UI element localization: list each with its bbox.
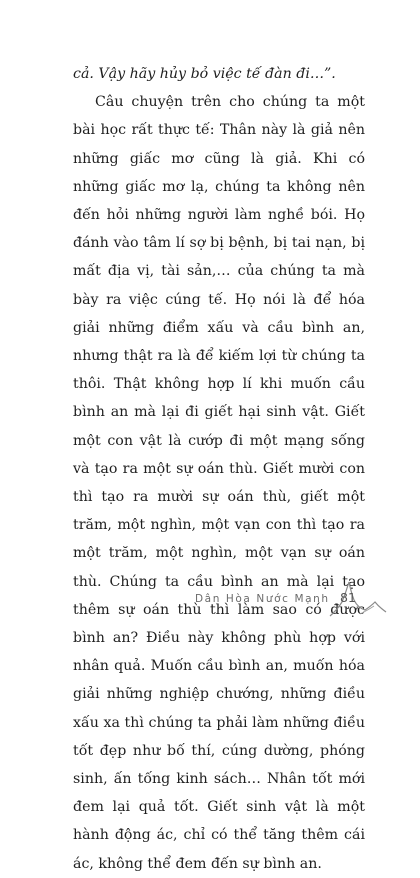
main-paragraph: Câu chuyện trên cho chúng ta một bài học rất thực tế: Thân này là giả nên những giấc mơ cũng là giả. Khi có những giấc mơ lạ, chúng ta không nên đến hỏi những người làm nghề bói. Họ đánh vào tâm lí sợ bị bệnh, bị tai nạn, bị mất địa vị, tài sản,… của chúng ta mà bày ra việc cúng tế. Họ nói là để hóa giải những điểm xấu và cầu bình an, nhưng thật ra là để kiếm lợi từ chúng ta thôi. Thật không hợp lí khi muốn cầu bình an mà lại đi giết hại sinh vật. Giết một con vật là cướp đi một mạng sống và tạo ra một sự oán thù. Giết mười con thì tạo ra mười sự oán thù, giết một trăm, một nghìn, một vạn con thì tạo ra một trăm, một nghìn, một vạn sự oán thù. Chúng ta cầu bình an mà lại tạo thêm sự oán thù thì làm sao có được bình an? Điều này không phù hợp với nhân quả. Muốn cầu bình an, muốn hóa giải những nghiệp chướng, những điều xấu xa thì chúng ta phải làm những điều tốt đẹp như bố thí, cúng dường, phóng sinh, ấn tống kinh sách… Nhân tốt mới đem lại quả tốt. Giết sinh vật là một hành động ác, chỉ có thể tăng thêm cái ác, không thể đem đến sự bình an.: [73, 94, 365, 872]
body-text: [73, 60, 365, 878]
mountain-ornament-icon: [328, 580, 388, 620]
page-footer: [0, 580, 420, 630]
lead-line: cả. Vậy hãy hủy bỏ việc tế đàn đi…”.: [73, 66, 336, 82]
page-number: 81: [340, 590, 356, 605]
running-title: Dân Hòa Nước Mạnh: [195, 593, 330, 605]
